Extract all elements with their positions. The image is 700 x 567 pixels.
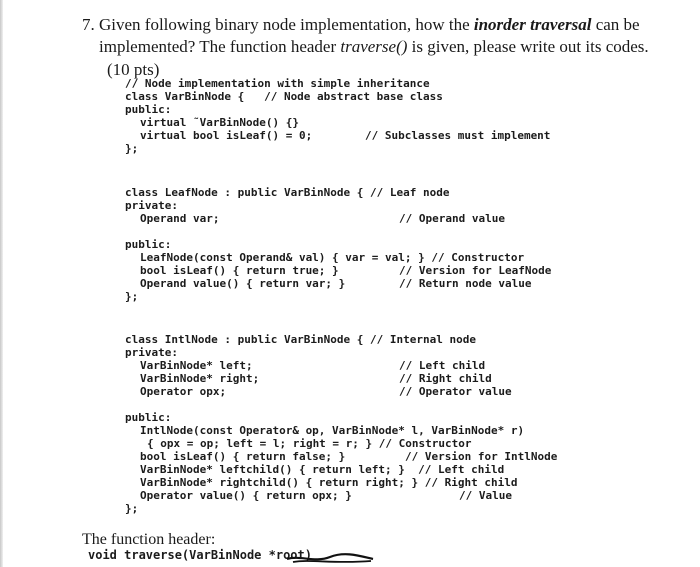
code-line: VarBinNode* leftchild() { return left; } // Left child [140,463,505,476]
code-line: // Operand value [399,212,505,225]
code-line: Operand value() { return var; } [140,277,346,290]
code-line: class LeafNode : public VarBinNode { // Leaf node [125,186,450,199]
code-line: class VarBinNode { // Node abstract base class [125,90,443,103]
code-line: Operator value() { return opx; } [140,489,352,502]
question-emphasis: inorder traversal [473,15,592,34]
code-line: VarBinNode* rightchild() { return right; } // Right child [140,476,518,489]
code-line: // Node implementation with simple inheritance [125,77,430,90]
function-header-title: The function header: [82,531,216,548]
code-line: // Value [459,489,512,502]
code-line: IntlNode(const Operator& op, VarBinNode* l, VarBinNode* r) [140,424,525,437]
code-line: // Return node value [399,277,532,290]
question-text-after: can be implemented? The function header [99,15,640,56]
code-line: Operator opx; [140,385,227,398]
code-line: { opx = op; left = l; right = r; } // Constructor [147,437,472,450]
handwritten-strikethrough-scribble [285,547,375,567]
code-line: }; [125,142,139,155]
code-line: class IntlNode : public VarBinNode { // Internal node [125,333,476,346]
code-line: public: [125,103,172,116]
code-line: Operand var; [140,212,220,225]
code-line: }; [125,502,139,515]
code-line: virtual bool isLeaf() = 0; [140,129,313,142]
question-text-end: is given, please write out its codes. [407,37,649,56]
code-line: virtual ˜VarBinNode() {} [140,116,299,129]
code-line: private: [125,199,178,212]
code-line: // Right child [399,372,492,385]
code-line: VarBinNode* left; [140,359,253,372]
code-line: public: [125,411,172,424]
question-text-before: Given following binary node implementation, how the [99,15,474,34]
code-line: // Subclasses must implement [365,129,551,142]
code-line: private: [125,346,178,359]
code-line: LeafNode(const Operand& val) { var = val; } // Constructor [140,251,525,264]
code-line: public: [125,238,172,251]
question-function-name: traverse() [340,37,408,56]
function-header-code: void traverse(VarBinNode *root) [88,548,312,562]
code-line: // Version for IntlNode [405,450,558,463]
code-line: bool isLeaf() { return false; } [140,450,346,463]
question-number: 7. [82,15,95,34]
code-line: // Operator value [399,385,512,398]
code-line: // Left child [399,359,486,372]
code-line: }; [125,290,139,303]
question-points: (10 pts) [107,60,160,79]
code-line: VarBinNode* right; [140,372,260,385]
code-line: bool isLeaf() { return true; } [140,264,339,277]
code-line: // Version for LeafNode [399,264,552,277]
